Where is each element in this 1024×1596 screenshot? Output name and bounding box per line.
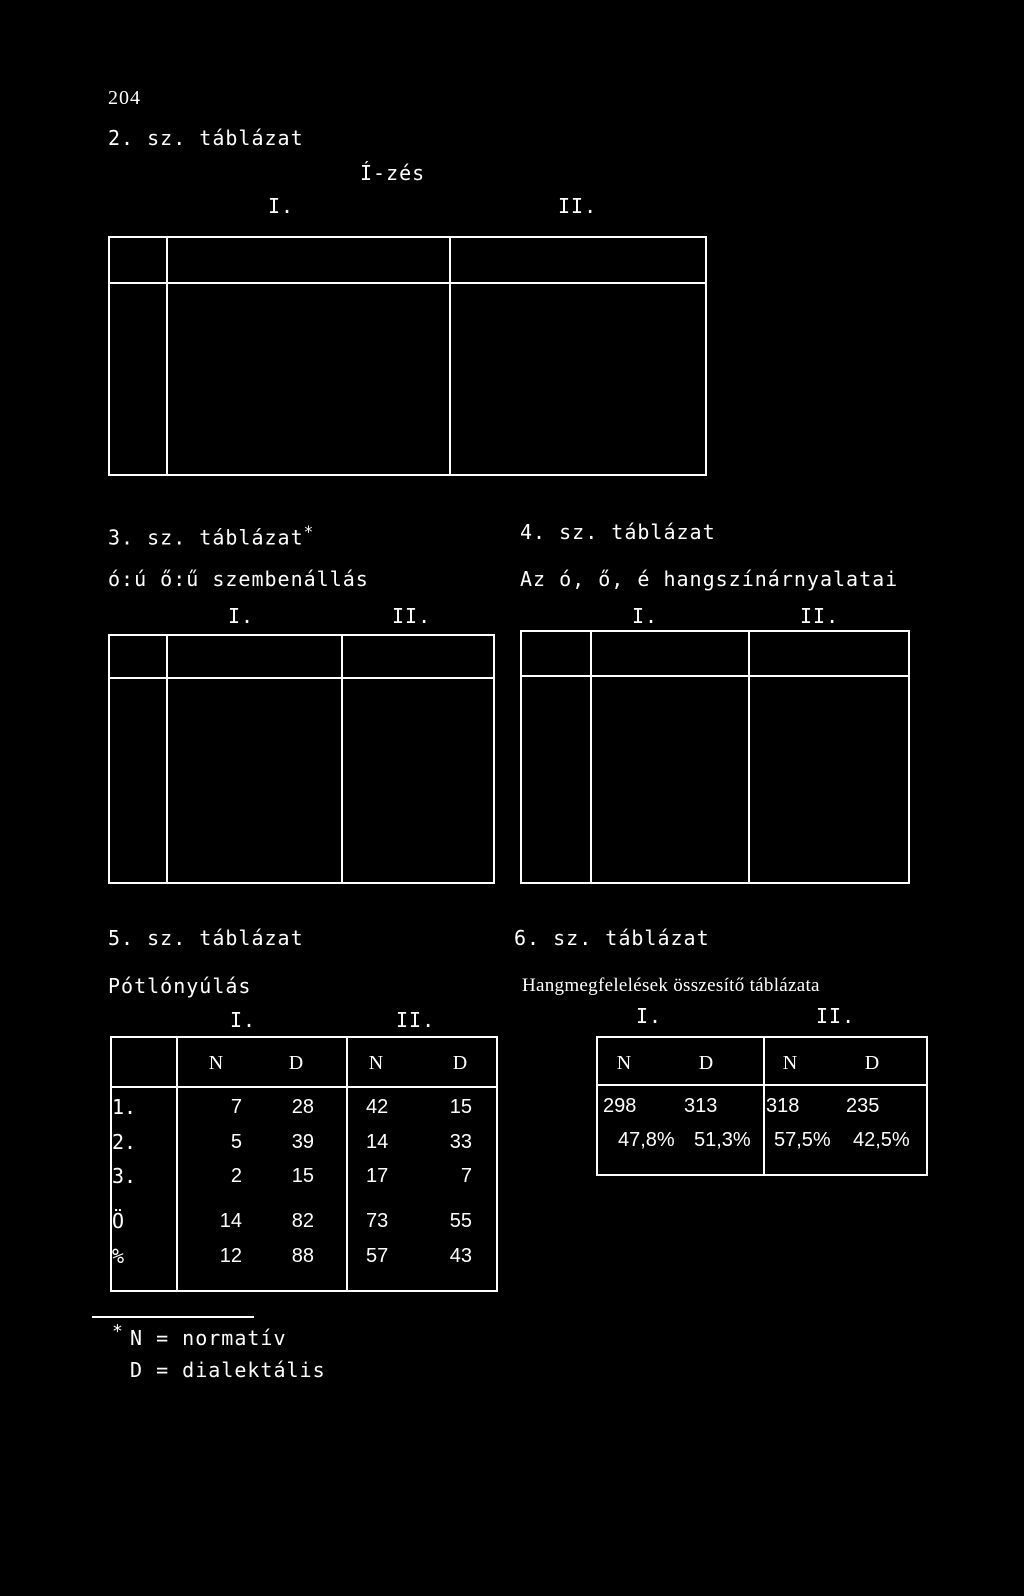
table6-header-cell: N bbox=[616, 1052, 632, 1074]
footnote-mark: * bbox=[112, 1321, 124, 1342]
table6-cell: 57,5% bbox=[774, 1129, 831, 1151]
table5-cell: 5 bbox=[230, 1131, 242, 1153]
table5-row-label: 1. bbox=[112, 1095, 137, 1119]
table5-cell: 15 bbox=[449, 1096, 472, 1118]
table2-col-I: I. bbox=[268, 194, 295, 218]
table3-col-II: II. bbox=[392, 604, 432, 628]
table4-heading: 4. sz. táblázat bbox=[520, 520, 716, 544]
table5-header-cell: D bbox=[452, 1052, 468, 1074]
table5-cell: 57 bbox=[366, 1245, 389, 1267]
table6-header-cell: N bbox=[782, 1052, 798, 1074]
table4-col-divider-1 bbox=[590, 630, 592, 884]
table6-cell: 313 bbox=[684, 1095, 718, 1117]
table4-grid bbox=[520, 630, 910, 884]
table5-subtitle: Pótlónyúlás bbox=[108, 974, 252, 998]
table4-col-II: II. bbox=[800, 604, 840, 628]
table5-cell: 88 bbox=[291, 1245, 314, 1267]
table6-col-I: I. bbox=[636, 1004, 663, 1028]
table6-heading: 6. sz. táblázat bbox=[514, 926, 710, 950]
table3-subtitle: ó:ú ő:ű szembenállás bbox=[108, 567, 369, 591]
table4-col-divider-2 bbox=[748, 630, 750, 884]
footnote-mark: * bbox=[303, 522, 315, 541]
table5-cell: 17 bbox=[366, 1165, 389, 1187]
table6-col-divider bbox=[763, 1036, 765, 1176]
table2-heading: 2. sz. táblázat bbox=[108, 126, 304, 150]
table3-col-I: I. bbox=[228, 604, 255, 628]
table5-header-cell: N bbox=[368, 1052, 384, 1074]
table5-cell: 12 bbox=[219, 1245, 242, 1267]
table5-row-label: 2. bbox=[112, 1130, 137, 1154]
table6-header-cell: D bbox=[864, 1052, 880, 1074]
table6-header-cell: D bbox=[698, 1052, 714, 1074]
table5-cell: 43 bbox=[449, 1245, 472, 1267]
table6-cell: 298 bbox=[603, 1095, 637, 1117]
table5-header-cell: D bbox=[288, 1052, 304, 1074]
table5-cell: 15 bbox=[291, 1165, 314, 1187]
table2-header-rule bbox=[108, 282, 707, 284]
table2-col-divider-2 bbox=[449, 236, 451, 476]
table5-col-II: II. bbox=[396, 1008, 436, 1032]
table5-heading: 5. sz. táblázat bbox=[108, 926, 304, 950]
table5-col-divider-2 bbox=[346, 1036, 348, 1292]
table6-header-rule bbox=[596, 1084, 928, 1086]
table5-cell: 73 bbox=[366, 1210, 389, 1232]
table5-cell: 33 bbox=[449, 1131, 472, 1153]
table3-heading: 3. sz. táblázat* bbox=[108, 522, 315, 550]
table5-cell: 82 bbox=[291, 1210, 314, 1232]
table5-header-rule bbox=[110, 1086, 498, 1088]
table5-row-label: % bbox=[112, 1244, 125, 1268]
table5-row-label: 3. bbox=[112, 1164, 137, 1188]
table6-cell: 235 bbox=[846, 1095, 880, 1117]
footnote-rule bbox=[92, 1316, 254, 1318]
table6-cell: 51,3% bbox=[694, 1129, 751, 1151]
table5-cell: 2 bbox=[230, 1165, 242, 1187]
table5-row-label: Ö bbox=[112, 1209, 125, 1233]
table5-col-divider-1 bbox=[176, 1036, 178, 1292]
table5-col-I: I. bbox=[230, 1008, 257, 1032]
footnote-line-2: D = dialektális bbox=[130, 1358, 326, 1382]
table5-cell: 7 bbox=[230, 1096, 242, 1118]
table5-cell: 42 bbox=[366, 1096, 389, 1118]
table5-cell: 7 bbox=[460, 1165, 472, 1187]
table6-col-II: II. bbox=[816, 1004, 856, 1028]
table5-cell: 14 bbox=[366, 1131, 389, 1153]
table5-cell: 39 bbox=[291, 1131, 314, 1153]
table2-col-II: II. bbox=[558, 194, 598, 218]
table6-cell: 47,8% bbox=[618, 1129, 675, 1151]
table5-cell: 55 bbox=[449, 1210, 472, 1232]
table4-subtitle: Az ó, ő, é hangszínárnyalatai bbox=[520, 567, 899, 591]
table6-subtitle: Hangmegfelelések összesítő táblázata bbox=[522, 975, 820, 996]
table6-cell: 42,5% bbox=[853, 1129, 910, 1151]
footnote-line-1: N = normatív bbox=[130, 1326, 287, 1350]
table6-cell: 318 bbox=[766, 1095, 800, 1117]
table5-header-cell: N bbox=[208, 1052, 224, 1074]
table2-subtitle: Í-zés bbox=[360, 161, 426, 185]
table3-col-divider-2 bbox=[341, 634, 343, 884]
table4-header-rule bbox=[520, 675, 910, 677]
table3-col-divider-1 bbox=[166, 634, 168, 884]
page-number: 204 bbox=[108, 87, 141, 109]
table5-cell: 28 bbox=[291, 1096, 314, 1118]
table4-col-I: I. bbox=[632, 604, 659, 628]
table2-col-divider-1 bbox=[166, 236, 168, 476]
table2-grid bbox=[108, 236, 707, 476]
table5-cell: 14 bbox=[219, 1210, 242, 1232]
